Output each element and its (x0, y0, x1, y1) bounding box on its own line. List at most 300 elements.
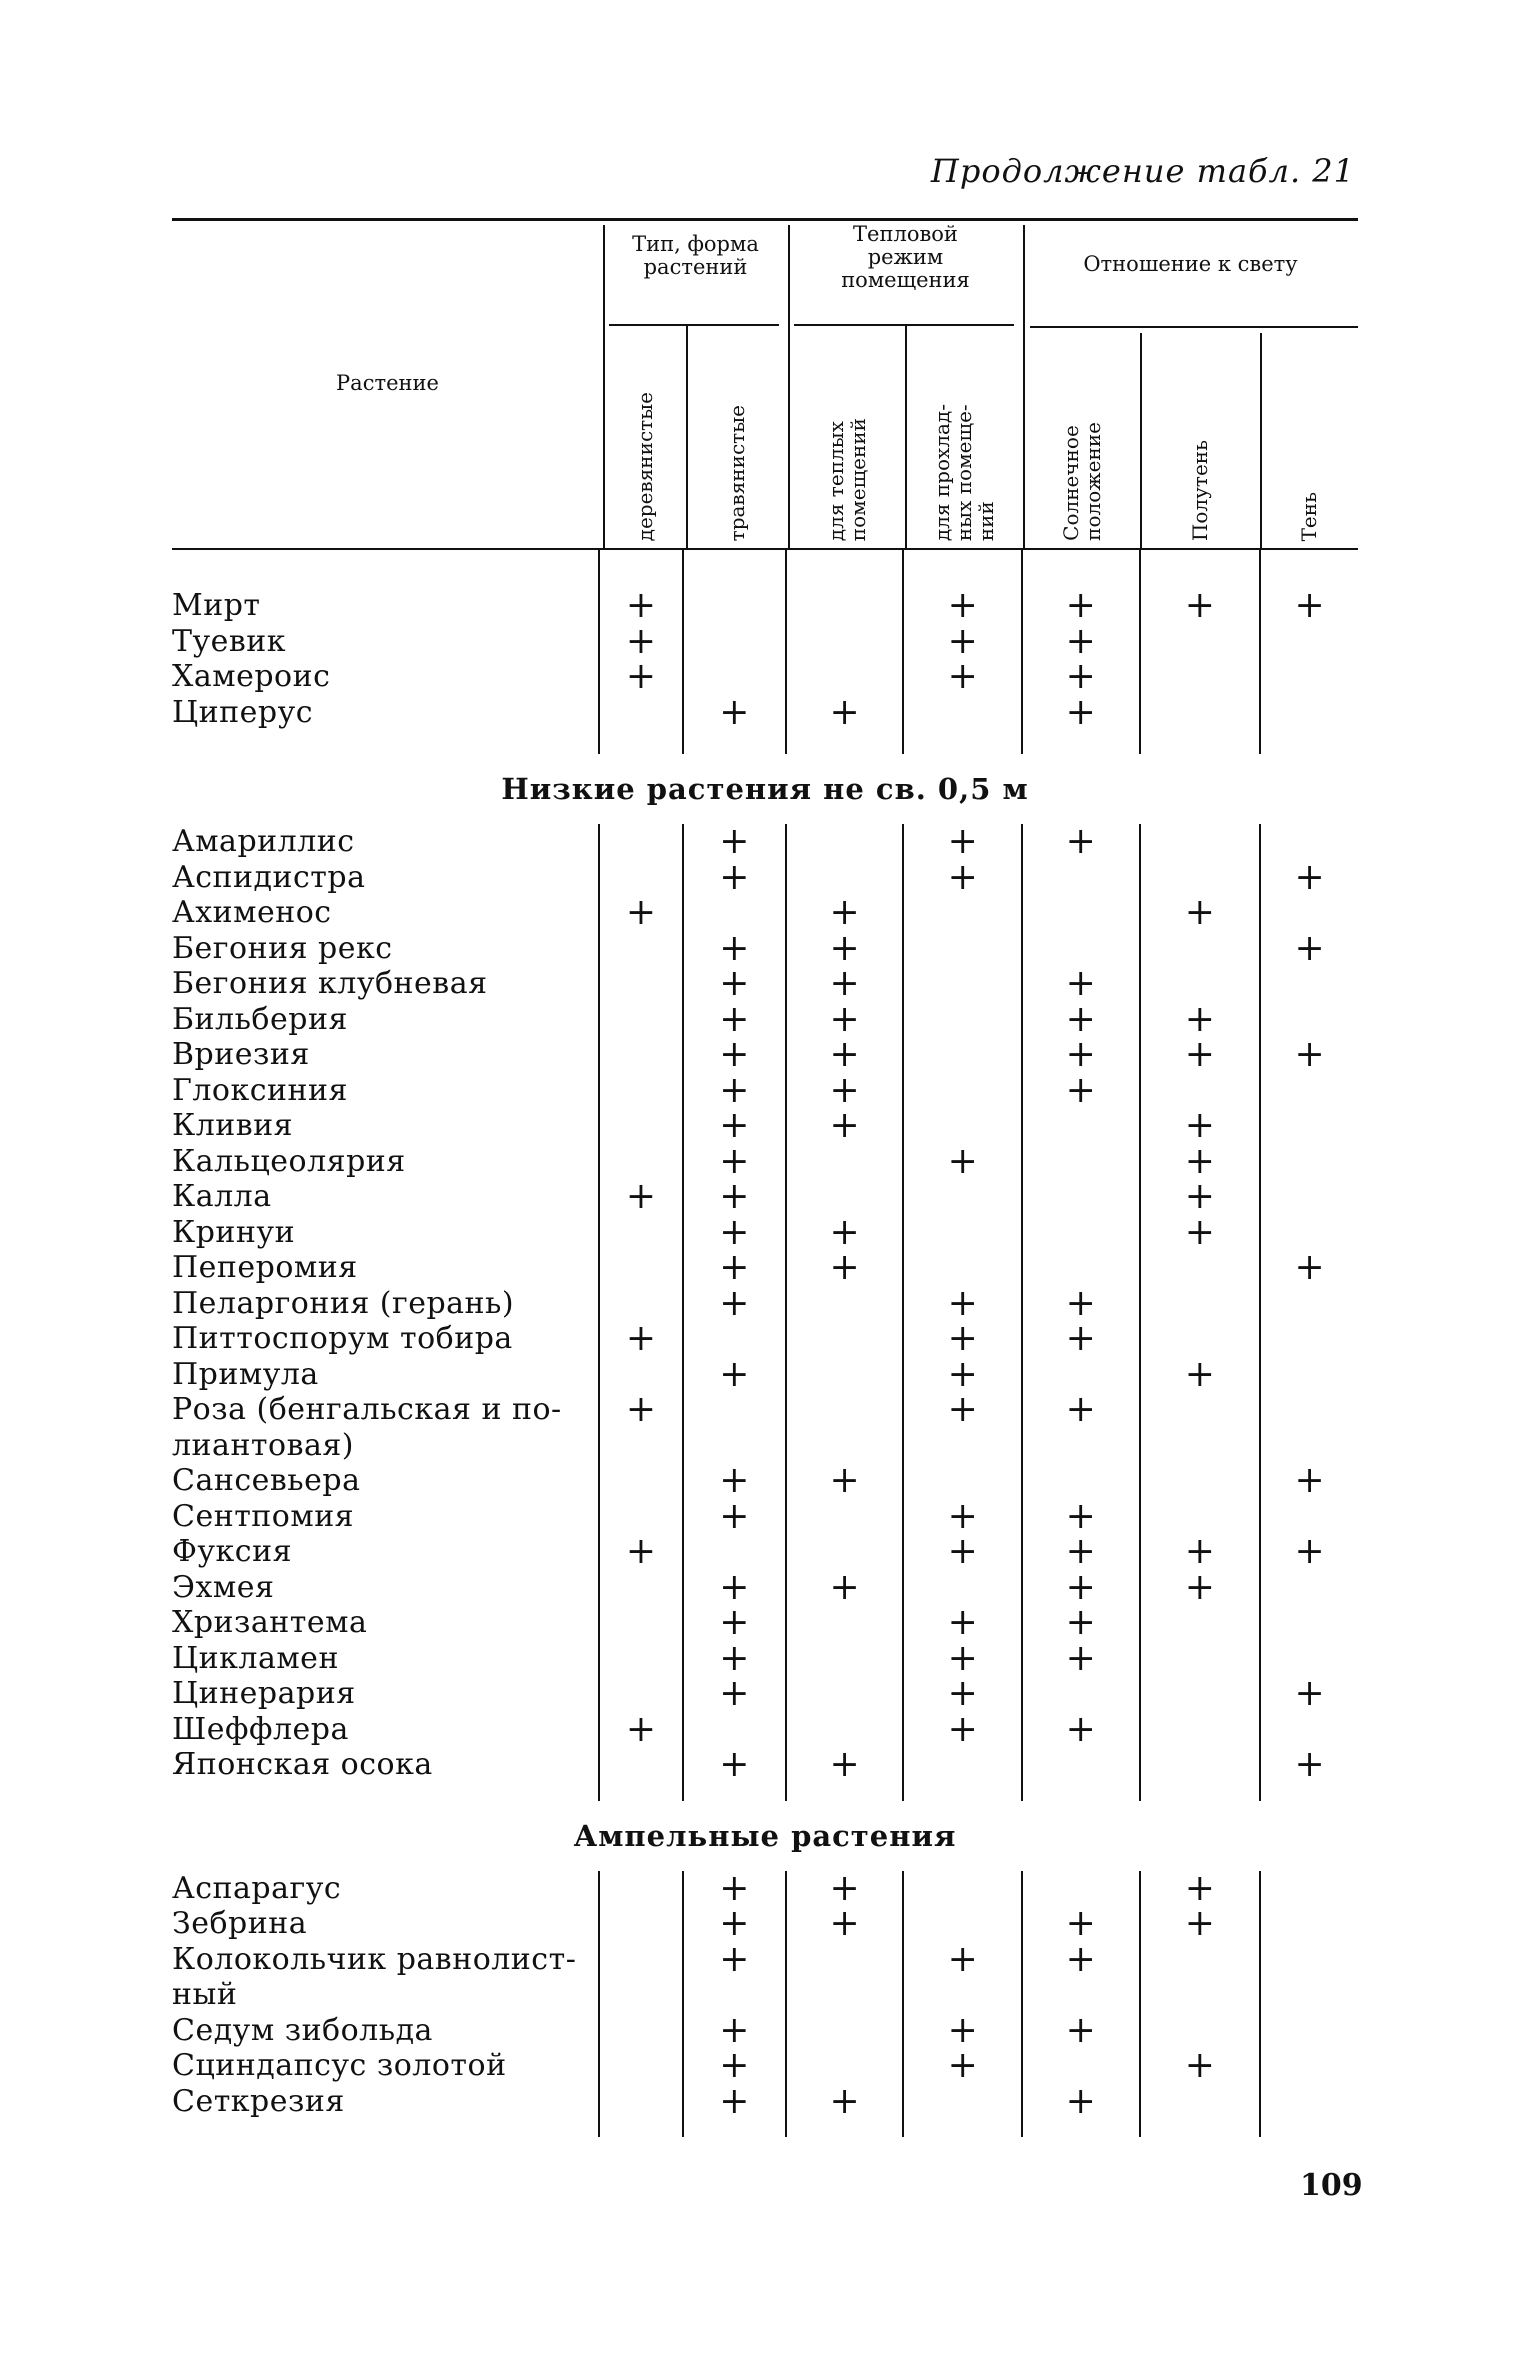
mark-cell (785, 1286, 903, 1322)
mark-cell (1259, 1002, 1358, 1038)
header-col-label: для прохлад- ных помеще- ний (930, 403, 998, 541)
plant-name: Глоксиния (172, 1072, 348, 1108)
plant-name: Пеларгония (герань) (172, 1285, 515, 1321)
table-row (172, 856, 1358, 898)
mark-cell (1259, 2048, 1358, 2084)
plus-mark: + (1139, 895, 1260, 931)
mark-cell (1259, 895, 1358, 931)
plus-mark: + (1021, 1073, 1139, 1109)
plant-name: Роза (бенгальская и по- лиантовая) (172, 1392, 562, 1463)
plus-mark: + (1021, 1286, 1139, 1322)
mark-cell (1259, 1144, 1358, 1180)
mark-cell (902, 1108, 1021, 1144)
plant-name: Цинерария (172, 1676, 356, 1711)
mark-cell (1139, 860, 1260, 896)
mark-cell (1259, 1942, 1358, 2013)
mark-cell (785, 588, 903, 624)
mark-cell (1259, 1712, 1358, 1748)
plus-mark: + (902, 1392, 1021, 1463)
mark-cell (1259, 1321, 1358, 1357)
table-row (172, 1495, 1358, 1537)
mark-cell (1139, 1392, 1260, 1463)
table-row (172, 656, 1358, 697)
plus-mark: + (682, 1215, 785, 1251)
mark-cell (1139, 1712, 1260, 1748)
mark-cell (1259, 1179, 1358, 1215)
mark-cell (902, 695, 1021, 731)
mark-cell (598, 2013, 682, 2049)
plant-name: Примула (172, 1356, 319, 1392)
table-row (172, 1318, 1358, 1359)
table-section (172, 1801, 1358, 2138)
table-row (172, 1531, 1358, 1572)
plus-mark: + (902, 1321, 1021, 1357)
header-col-label: Тень (1297, 491, 1321, 541)
plus-mark: + (1021, 1570, 1139, 1606)
plant-name: Японская осока (172, 1747, 433, 1782)
plant-name: Цикламен (172, 1640, 339, 1676)
plus-mark: + (1259, 1463, 1358, 1499)
plant-name: Зебрина (172, 1906, 308, 1941)
column-line (1259, 730, 1358, 754)
mark-cell (1021, 1144, 1139, 1180)
plant-name: Аспидистра (172, 859, 366, 895)
mark-cell (785, 1942, 903, 2013)
spacer-row (172, 550, 1358, 588)
header-col-herbaceous (686, 331, 788, 541)
section-rows (172, 821, 1358, 1801)
spacer-row (172, 2119, 1358, 2137)
mark-cell (902, 1002, 1021, 1038)
plus-mark: + (1139, 1002, 1260, 1038)
plus-mark: + (902, 624, 1021, 660)
plus-mark: + (1139, 1534, 1260, 1570)
plant-name: Эхмея (172, 1569, 275, 1605)
mark-cell (785, 860, 903, 896)
mark-cell (1139, 659, 1260, 695)
plus-mark: + (902, 1144, 1021, 1180)
plus-mark: + (1021, 1499, 1139, 1535)
spacer (172, 730, 598, 754)
plus-mark: + (1139, 588, 1260, 624)
mark-cell (785, 1641, 903, 1677)
mark-cell (598, 1357, 682, 1393)
header-col-label: Полутень (1188, 439, 1212, 541)
plus-mark: + (785, 1002, 903, 1038)
table-row (172, 1708, 1358, 1750)
plus-mark: + (1021, 1392, 1139, 1463)
plus-mark: + (682, 1747, 785, 1783)
mark-cell (598, 966, 682, 1002)
plus-mark: + (1259, 1676, 1358, 1712)
plus-mark: + (785, 895, 903, 931)
mark-cell (598, 1641, 682, 1677)
plant-name: Колокольчик равнолист- ный (172, 1941, 577, 2012)
mark-cell (598, 1463, 682, 1499)
mark-cell (682, 659, 785, 695)
plus-mark: + (1259, 1534, 1358, 1570)
plus-mark: + (785, 1463, 903, 1499)
mark-cell (785, 1357, 903, 1393)
column-line (598, 1783, 682, 1801)
mark-cell (598, 1676, 682, 1712)
header-col-warm (788, 331, 905, 541)
table-row (172, 998, 1358, 1040)
plus-mark: + (785, 1037, 903, 1073)
plus-mark: + (682, 966, 785, 1002)
plus-mark: + (902, 824, 1021, 860)
table-row (172, 963, 1358, 1004)
plus-mark: + (1021, 1712, 1139, 1748)
column-line (598, 730, 682, 754)
mark-cell (682, 895, 785, 931)
plus-mark: + (682, 695, 785, 731)
mark-cell (1259, 1073, 1358, 1109)
mark-cell (1259, 1108, 1358, 1144)
mark-cell (1259, 966, 1358, 1002)
mark-cell (902, 966, 1021, 1002)
mark-cell (902, 1906, 1021, 1942)
plant-name: Аспарагус (172, 1870, 342, 1906)
mark-cell (682, 1392, 785, 1463)
plant-name: Седум зибольда (172, 2012, 433, 2048)
plant-name: Питтоспорум тобира (172, 1321, 513, 1356)
plant-name: Сентпомия (172, 1498, 355, 1534)
mark-cell (785, 1499, 903, 1535)
mark-cell (598, 1002, 682, 1038)
plus-mark: + (1021, 1906, 1139, 1942)
table-row (172, 1460, 1358, 1501)
mark-cell (1259, 1215, 1358, 1251)
header-col-label: травянистые (725, 404, 749, 541)
plant-name: Хризантема (172, 1605, 368, 1640)
section-rows (172, 1867, 1358, 2138)
plant-name: Пеперомия (172, 1250, 358, 1285)
mark-cell (785, 1712, 903, 1748)
section-title: Ампельные растения (573, 1818, 957, 1853)
mark-cell (785, 1179, 903, 1215)
mark-cell (902, 931, 1021, 967)
plus-mark: + (785, 1871, 903, 1907)
mark-cell (1021, 1215, 1139, 1251)
plus-mark: + (682, 1676, 785, 1712)
spacer (172, 550, 598, 588)
table-row (172, 1282, 1358, 1324)
section-rows (172, 550, 1358, 754)
plus-mark: + (785, 2084, 903, 2120)
column-line (785, 1783, 903, 1801)
mark-cell (1139, 695, 1260, 731)
column-line (902, 1783, 1021, 1801)
plant-name: Туевик (172, 623, 287, 659)
column-line (1139, 730, 1260, 754)
column-line (682, 730, 785, 754)
plus-mark: + (1021, 624, 1139, 660)
header-col-label: для теплых помещений (823, 417, 870, 541)
page-number: 109 (1300, 2168, 1363, 2203)
plus-mark: + (785, 1906, 903, 1942)
column-line (682, 1783, 785, 1801)
table-row (172, 1247, 1358, 1288)
mark-cell (902, 1215, 1021, 1251)
table-row (172, 1566, 1358, 1608)
table-row (172, 2045, 1358, 2086)
table-section (172, 754, 1358, 1801)
plus-mark: + (902, 1605, 1021, 1641)
plus-mark: + (1021, 966, 1139, 1002)
column-line (1021, 550, 1139, 588)
plant-name: Фуксия (172, 1534, 293, 1569)
table-row (172, 1903, 1358, 1944)
plus-mark: + (902, 1641, 1021, 1677)
plus-mark: + (1139, 1871, 1260, 1907)
mark-cell (598, 1037, 682, 1073)
table-row (172, 1105, 1358, 1146)
table-row (172, 2009, 1358, 2051)
table-body (172, 550, 1358, 2137)
table-row (172, 691, 1358, 733)
plus-mark: + (682, 1002, 785, 1038)
mark-cell (1021, 2048, 1139, 2084)
plus-mark: + (902, 1942, 1021, 2013)
column-line (682, 2119, 785, 2137)
mark-cell (598, 1108, 682, 1144)
plus-mark: + (682, 1144, 785, 1180)
plus-mark: + (598, 1534, 682, 1570)
mark-cell (598, 1073, 682, 1109)
column-line (785, 550, 903, 588)
mark-cell (598, 1250, 682, 1286)
mark-cell (1139, 1463, 1260, 1499)
plus-mark: + (598, 1392, 682, 1463)
mark-cell (1139, 1676, 1260, 1712)
mark-cell (598, 1747, 682, 1783)
plants-table (172, 218, 1358, 2137)
mark-cell (1259, 1641, 1358, 1677)
mark-cell (598, 824, 682, 860)
mark-cell (598, 1144, 682, 1180)
column-line (1139, 2119, 1260, 2137)
plus-mark: + (902, 659, 1021, 695)
table-row (172, 1389, 1358, 1463)
plus-mark: + (682, 1605, 785, 1641)
table-row (172, 1069, 1358, 1111)
mark-cell (902, 1037, 1021, 1073)
plus-mark: + (785, 1570, 903, 1606)
plus-mark: + (682, 1357, 785, 1393)
mark-cell (1021, 1357, 1139, 1393)
header-col-cool (905, 331, 1023, 541)
mark-cell (902, 1179, 1021, 1215)
header-rule (609, 324, 779, 326)
column-line (1139, 1783, 1260, 1801)
table-row (172, 2080, 1358, 2122)
plus-mark: + (682, 1250, 785, 1286)
table-row (172, 1353, 1358, 1395)
plus-mark: + (682, 824, 785, 860)
plus-mark: + (1021, 1321, 1139, 1357)
table-row (172, 927, 1358, 969)
plus-mark: + (1259, 1037, 1358, 1073)
plant-name: Мирт (172, 588, 261, 623)
spacer (172, 2119, 598, 2137)
plant-name: Вриезия (172, 1037, 310, 1072)
mark-cell (902, 1747, 1021, 1783)
mark-cell (1139, 1286, 1260, 1322)
mark-cell (598, 1215, 682, 1251)
header-group-thermal: Тепловой режим помещения (841, 222, 970, 292)
column-line (1259, 1783, 1358, 1801)
column-line (682, 550, 785, 588)
mark-cell (1139, 1942, 1260, 2013)
plant-name: Калла (172, 1179, 272, 1214)
plus-mark: + (902, 1357, 1021, 1393)
table-row (172, 1602, 1358, 1643)
mark-cell (1139, 966, 1260, 1002)
plus-mark: + (1259, 860, 1358, 896)
plant-name: Бильберия (172, 1001, 348, 1037)
plant-name: Амариллис (172, 824, 355, 859)
plus-mark: + (682, 2013, 785, 2049)
mark-cell (1259, 624, 1358, 660)
mark-cell (1139, 1250, 1260, 1286)
mark-cell (598, 931, 682, 967)
mark-cell (598, 860, 682, 896)
plant-name: Сеткрезия (172, 2083, 345, 2119)
column-line (1259, 2119, 1358, 2137)
mark-cell (1139, 624, 1260, 660)
mark-cell (902, 2084, 1021, 2120)
plus-mark: + (902, 1534, 1021, 1570)
mark-cell (1259, 1499, 1358, 1535)
plus-mark: + (1139, 1215, 1260, 1251)
mark-cell (1139, 1073, 1260, 1109)
spacer-row (172, 730, 1358, 754)
mark-cell (785, 1534, 903, 1570)
mark-cell (1259, 824, 1358, 860)
plus-mark: + (682, 2048, 785, 2084)
mark-cell (1139, 824, 1260, 860)
mark-cell (902, 1073, 1021, 1109)
table-caption: Продолжение табл. 21 (930, 152, 1355, 190)
header-col-woody (603, 331, 686, 541)
plus-mark: + (902, 1712, 1021, 1748)
table-row (172, 1176, 1358, 1217)
column-line (598, 2119, 682, 2137)
plus-mark: + (902, 1499, 1021, 1535)
mark-cell (598, 2048, 682, 2084)
mark-cell (1021, 1250, 1139, 1286)
mark-cell (598, 1871, 682, 1907)
plus-mark: + (682, 1073, 785, 1109)
plus-mark: + (682, 1179, 785, 1215)
plus-mark: + (682, 1286, 785, 1322)
plus-mark: + (1259, 1250, 1358, 1286)
column-line (598, 550, 682, 588)
mark-cell (785, 1392, 903, 1463)
plus-mark: + (1139, 1037, 1260, 1073)
plus-mark: + (902, 588, 1021, 624)
mark-cell (902, 1463, 1021, 1499)
mark-cell (1259, 1605, 1358, 1641)
plus-mark: + (1021, 2013, 1139, 2049)
mark-cell (682, 1712, 785, 1748)
mark-cell (785, 1321, 903, 1357)
plus-mark: + (682, 1499, 785, 1535)
plant-name: Кливия (172, 1108, 294, 1143)
mark-cell (682, 1321, 785, 1357)
header-rule (794, 324, 1014, 326)
plant-name: Сансевьера (172, 1463, 361, 1498)
table-row (172, 1637, 1358, 1679)
mark-cell (1259, 1570, 1358, 1606)
plus-mark: + (785, 1250, 903, 1286)
header-col-shade (1260, 331, 1358, 541)
plus-mark: + (1021, 1605, 1139, 1641)
header-group-light: Отношение к свету (1083, 252, 1298, 276)
table-row (172, 1867, 1358, 1909)
plant-name: Бегония рекс (172, 930, 393, 966)
plus-mark: + (598, 588, 682, 624)
header-col-sun (1023, 331, 1140, 541)
plus-mark: + (1021, 1942, 1139, 2013)
plus-mark: + (598, 659, 682, 695)
mark-cell (1259, 1392, 1358, 1463)
plus-mark: + (598, 1712, 682, 1748)
plus-mark: + (902, 860, 1021, 896)
mark-cell (1259, 1871, 1358, 1907)
plus-mark: + (598, 895, 682, 931)
mark-cell (785, 1144, 903, 1180)
plus-mark: + (682, 1906, 785, 1942)
mark-cell (1139, 2013, 1260, 2049)
plus-mark: + (785, 1747, 903, 1783)
plus-mark: + (1021, 824, 1139, 860)
plus-mark: + (785, 966, 903, 1002)
plus-mark: + (1139, 2048, 1260, 2084)
mark-cell (785, 824, 903, 860)
plus-mark: + (1139, 1570, 1260, 1606)
table-row (172, 892, 1358, 933)
plant-name: Кальцеолярия (172, 1143, 406, 1179)
plus-mark: + (682, 860, 785, 896)
mark-cell (902, 1871, 1021, 1907)
table-row (172, 1938, 1358, 2013)
table-row (172, 1211, 1358, 1253)
mark-cell (1259, 2013, 1358, 2049)
table-row (172, 1673, 1358, 1714)
mark-cell (1139, 2084, 1260, 2120)
mark-cell (902, 1250, 1021, 1286)
plus-mark: + (785, 931, 903, 967)
mark-cell (1259, 659, 1358, 695)
plus-mark: + (1021, 1002, 1139, 1038)
plus-mark: + (682, 1871, 785, 1907)
mark-cell (785, 659, 903, 695)
table-row (172, 620, 1358, 662)
mark-cell (1021, 1871, 1139, 1907)
column-line (902, 730, 1021, 754)
column-line (1021, 2119, 1139, 2137)
column-line (785, 730, 903, 754)
mark-cell (785, 624, 903, 660)
plus-mark: + (1021, 1641, 1139, 1677)
plant-name: Бегония клубневая (172, 966, 488, 1001)
mark-cell (1259, 1906, 1358, 1942)
plant-name: Шеффлера (172, 1711, 349, 1747)
spacer (172, 1783, 598, 1801)
header-col-label: деревянистые (632, 391, 657, 541)
